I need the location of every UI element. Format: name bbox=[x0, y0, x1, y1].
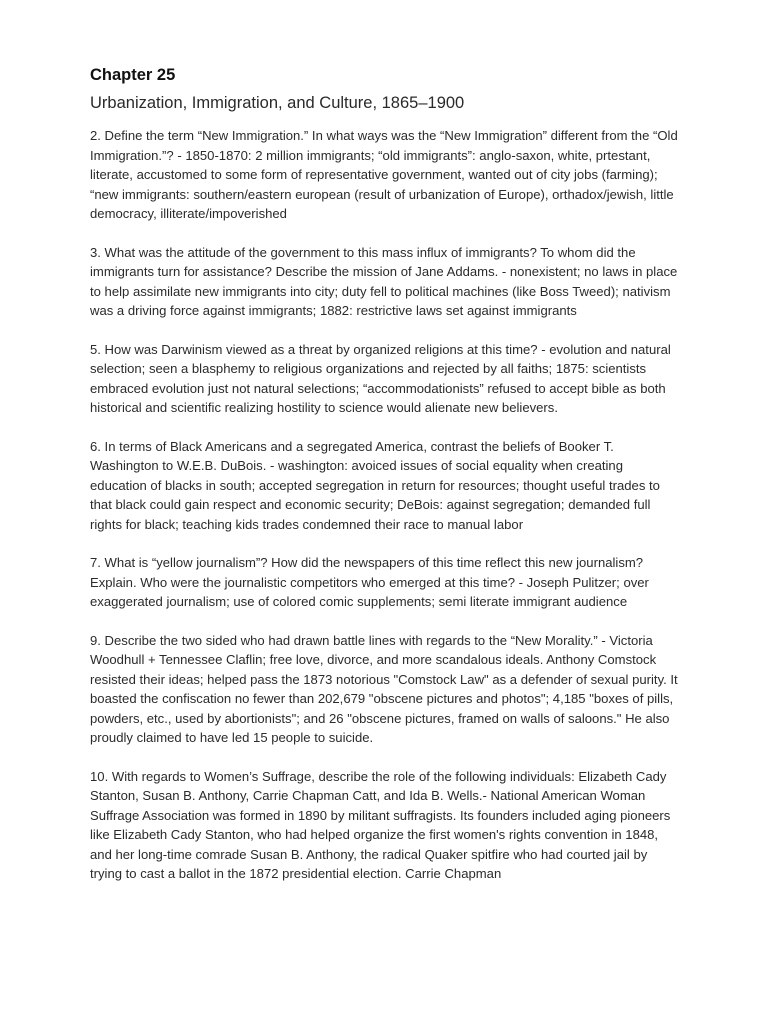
question-3: 3. What was the attitude of the government to this mass influx of immigrants? To whom did the immigrants turn for assistance? Describe the mission of Jane Addams. - nonexistent; no laws in place to help assimilate new immigrants into city; duty fell to political machines (like Boss Tweed); nativism was a driving force against immigrants; 1882: restrictive laws set against immigrants bbox=[90, 244, 678, 318]
question-7: 7. What is “yellow journalism”? How did the newspapers of this time reflect this new journalism? Explain. Who were the journalistic competitors who emerged at this time? - Joseph Pulitzer; over exaggerated journalism; use of colored comic supplements; semi literate immigrant audience bbox=[90, 555, 649, 609]
chapter-title: Urbanization, Immigration, and Culture, 1865–1900 bbox=[90, 94, 465, 112]
question-6: 6. In terms of Black Americans and a segregated America, contrast the beliefs of Booker T. Washington to W.E.B. DuBois. - washington: avoiced issues of social equality when creating education of blacks in south; accepted segregation in return for resources; thought useful trades to that black could gain respect and economic security; DeBois: against segregation; demanded full rights for black; teaching kids trades condemned their race to manual labor bbox=[90, 438, 660, 532]
question-5: 5. How was Darwinism viewed as a threat by organized religions at this time? - evolution and natural selection; seen a blasphemy to religious organizations and rejected by all faiths; 1875: scientists embraced evolution just not natural selections; “accommodationists” refused to accept bible as both historical and scientific realizing hostility to science would alienate new believers. bbox=[90, 341, 671, 415]
question-2: 2. Define the term “New Immigration.” In what ways was the “New Immigration” different from the “Old Immigration.”? - 1850-1870: 2 million immigrants; “old immigrants”: anglo-saxon, white, prtestant, literate, accustomed to some form of representative government, wanted out of city jobs (farming); “new immigrants: southern/eastern european (result of urbanization of Europe), orthadox/jewish, little democracy, illiterate/impoverished bbox=[90, 128, 678, 221]
question-10: 10. With regards to Women’s Suffrage, describe the role of the following individuals: Elizabeth Cady Stanton, Susan B. Anthony, Carrie Chapman Catt, and Ida B. Wells.- National American Woman Suffrage Association was formed in 1890 by militant suffragists. Its founders included aging pioneers like Elizabeth Cady Stanton, who had helped organize the first women's rights convention in 1848, and her long-time comrade Susan B. Anthony, the radical Quaker spitfire who had courted jail by trying to cast a ballot in the 1872 presidential election. Carrie Chapman bbox=[90, 768, 671, 881]
chapter-label: Chapter 25 bbox=[90, 66, 176, 84]
question-9: 9. Describe the two sided who had drawn battle lines with regards to the “New Morality.” - Victoria Woodhull + Tennessee Claflin; free love, divorce, and more scandalous ideals. Anthony Comstock resisted their ideas; helped pass the 1873 notorious "Comstock Law" as a defender of sexual purity. It boasted the confiscation no fewer than 202,679 "obscene pictures and photos"; 4,185 "boxes of pills, powders, etc., used by abortionists"; and 26 "obscene pictures, framed on walls of saloons." He also proudly claimed to have led 15 people to suicide. bbox=[90, 632, 678, 745]
document-page bbox=[90, 64, 680, 903]
